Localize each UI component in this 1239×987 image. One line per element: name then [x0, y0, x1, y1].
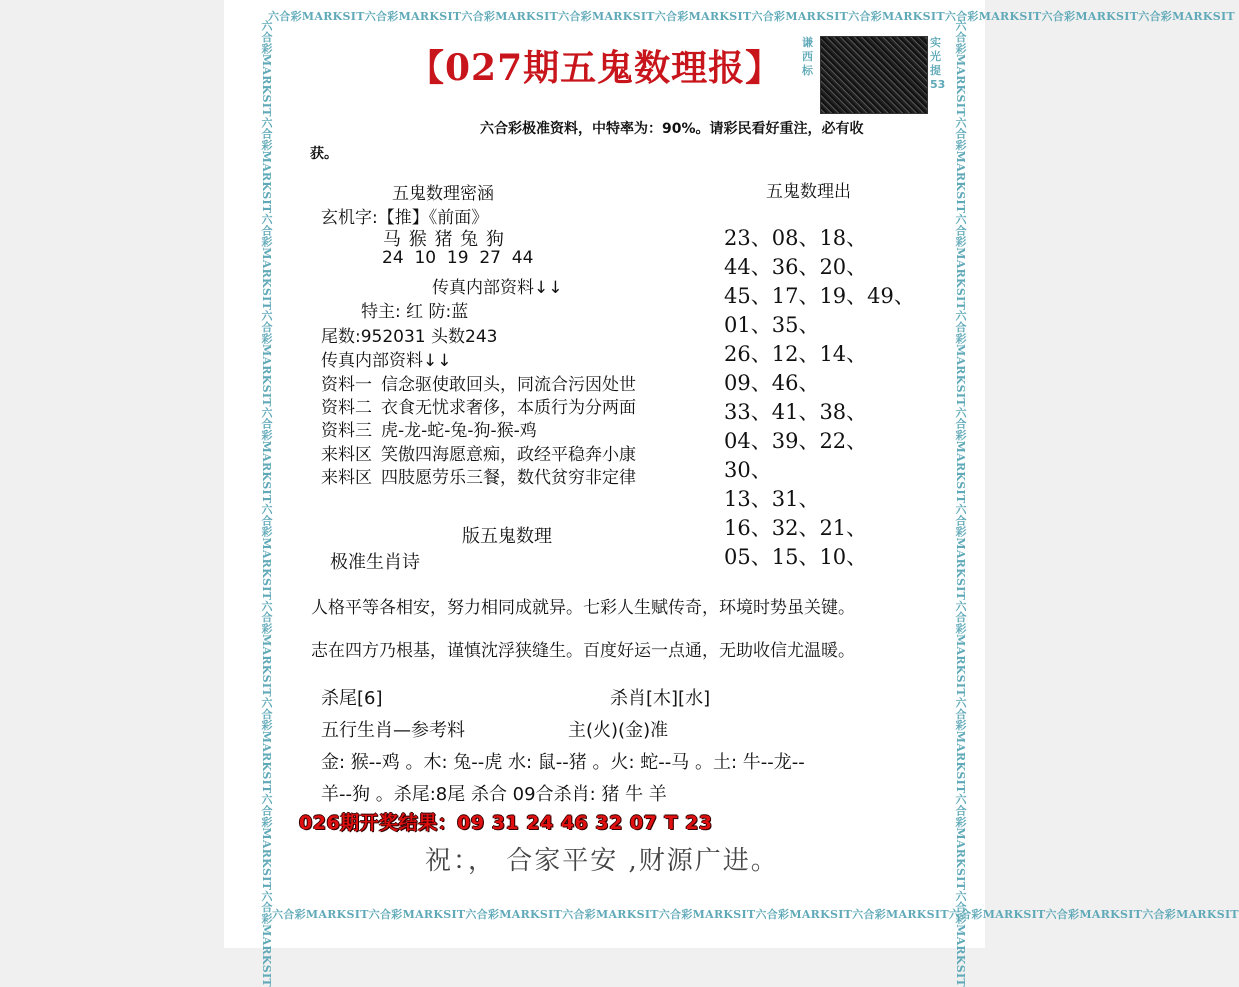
area-1-text: 笑傲四海愿意痴，政经平稳奔小康	[381, 445, 636, 465]
qr-code-image	[820, 36, 928, 114]
fax-line-1: 传真内部资料↓↓	[432, 278, 563, 298]
watermark-border-left: 六合彩MARKSIT六合彩MARKSIT六合彩MARKSIT六合彩MARKSIT六合彩MARKSIT六合彩MARKSIT六合彩MARKSIT六合彩MARKSIT六合彩MARKSIT六合彩MARKSIT	[260, 20, 273, 987]
watermark-border-right: 六合彩MARKSIT六合彩MARKSIT六合彩MARKSIT六合彩MARKSIT六合彩MARKSIT六合彩MARKSIT六合彩MARKSIT六合彩MARKSIT六合彩MARKSIT六合彩MARKSIT	[954, 20, 967, 987]
info-2-label: 资料二	[321, 398, 372, 418]
wuxing-title: 五行生肖—参考料	[321, 720, 465, 741]
watermark-border-top: 六合彩MARKSIT六合彩MARKSIT六合彩MARKSIT六合彩MARKSIT六合彩MARKSIT六合彩MARKSIT六合彩MARKSIT六合彩MARKSIT六合彩MARKSIT六合彩MARKSIT	[268, 10, 1235, 23]
weishu-line: 尾数:952031 头数243	[321, 327, 498, 347]
sha-wei: 杀尾[6]	[321, 688, 383, 709]
number-row: 33、41、38、	[724, 400, 868, 424]
info-1-label: 资料一	[321, 375, 372, 395]
poem-line-2: 志在四方乃根基，谨慎沈浮狭缝生。百度好运一点通，无助收信尤温暖。	[311, 641, 855, 661]
wuxing-line-2: 羊--狗 。杀尾:8尾 杀合 09合杀肖: 猪 牛 羊	[321, 784, 667, 805]
info-1-text: 信念驱使敢回头，同流合污因处世	[381, 375, 636, 395]
tezhu-line: 特主: 红 防:蓝	[361, 302, 469, 322]
xuanji-line: 玄机字:【推】《前面》	[321, 208, 489, 228]
info-3-label: 资料三	[321, 421, 372, 441]
number-row: 16、32、21、	[724, 516, 868, 540]
number-row: 30、	[724, 458, 772, 482]
poem-title: 极准生肖诗	[330, 552, 420, 573]
number-row: 44、36、20、	[724, 255, 868, 279]
intro-line-2: 获。	[310, 146, 338, 162]
number-row: 09、46、	[724, 371, 820, 395]
animal-numbers-line: 24 10 19 27 44	[382, 248, 534, 268]
draw-result: 026期开奖结果：09 31 24 46 32 07 T 23	[299, 812, 713, 834]
qr-caption-left: 谦西标	[802, 36, 813, 77]
left-section-title: 五鬼数理密涵	[392, 184, 494, 204]
right-section-title: 五鬼数理出	[766, 182, 851, 202]
number-row: 04、39、22、	[724, 429, 868, 453]
area-2-label: 来料区	[321, 468, 372, 488]
wuxing-line-1: 金: 猴--鸡 。木: 兔--虎 水: 鼠--猪 。火: 蛇--马 。土: 牛--龙--	[321, 752, 805, 773]
number-row: 23、08、18、	[724, 226, 868, 250]
page-title: 【027期五鬼数理报】	[408, 47, 783, 89]
sha-xiao: 杀肖[木][水]	[610, 688, 711, 709]
zhu-line: 主(火)(金)准	[568, 720, 669, 741]
number-list	[724, 224, 915, 572]
watermark-border-bottom: 六合彩MARKSIT六合彩MARKSIT六合彩MARKSIT六合彩MARKSIT六合彩MARKSIT六合彩MARKSIT六合彩MARKSIT六合彩MARKSIT六合彩MARKSIT六合彩MARKSIT	[272, 908, 1239, 921]
area-2-text: 四肢愿劳乐三餐，数代贫穷非定律	[381, 468, 636, 488]
number-row: 01、35、	[724, 313, 820, 337]
blessing: 祝：， 合家平安 ,财源广进。	[425, 846, 779, 876]
ban-title: 版五鬼数理	[462, 526, 552, 547]
intro-line-1: 六合彩极准资料，中特率为：90%。请彩民看好重注，必有收	[480, 121, 864, 137]
qr-caption-right: 实光提53	[930, 36, 946, 91]
number-row: 13、31、	[724, 487, 820, 511]
poem-line-1: 人格平等各相安，努力相同成就异。七彩人生赋传奇，环境时势虽关键。	[311, 598, 855, 618]
number-row: 26、12、14、	[724, 342, 868, 366]
fax-line-2: 传真内部资料↓↓	[321, 351, 452, 371]
number-row: 05、15、10、	[724, 545, 868, 569]
animals-line: 马 猴 猪 兔 狗	[383, 229, 505, 250]
number-row: 45、17、19、49、	[724, 284, 915, 308]
area-1-label: 来料区	[321, 445, 372, 465]
info-3-text: 虎-龙-蛇-兔-狗-猴-鸡	[381, 421, 537, 441]
info-2-text: 衣食无忧求奢侈，本质行为分两面	[381, 398, 636, 418]
